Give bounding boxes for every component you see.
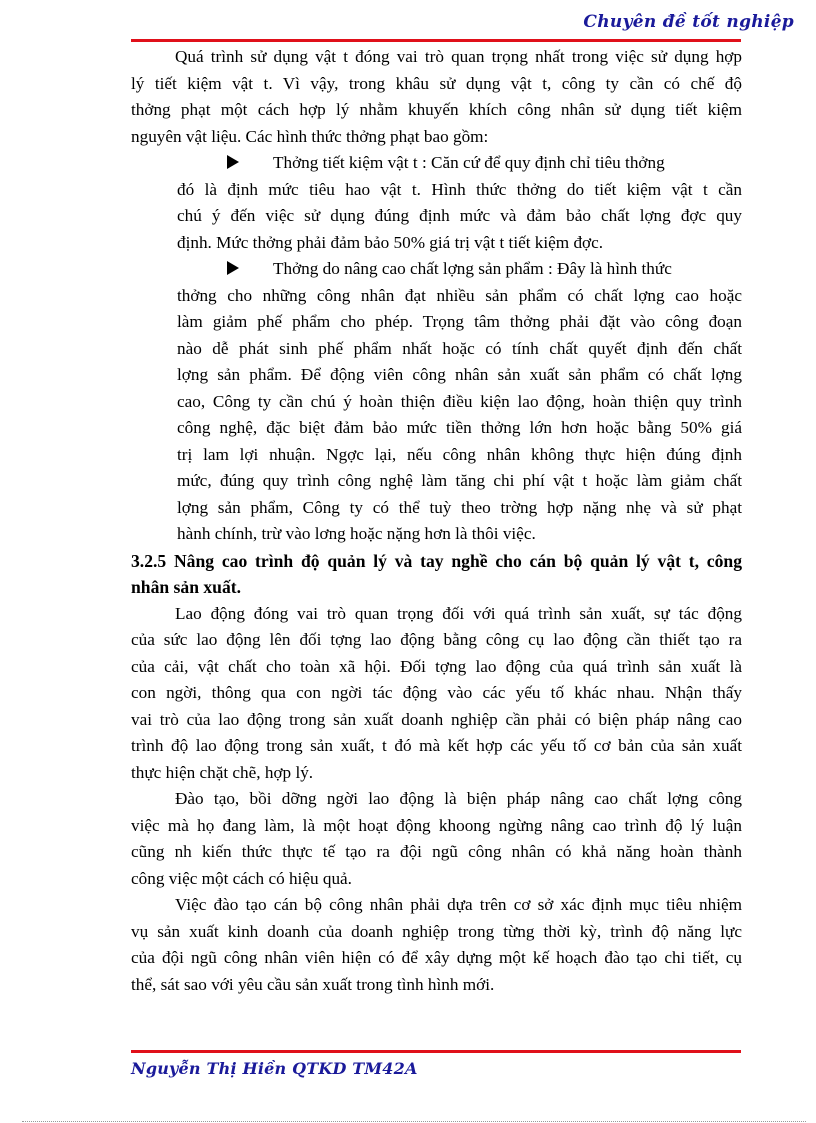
- text-line: lý tiết kiệm vật t. Vì vậy, trong khâu sử dụng vật t, công ty cần có chế độ: [131, 73, 742, 93]
- text-line: đó là định mức tiêu hao vật t. Hình thức thởng do tiết kiệm vật t cần: [177, 179, 742, 199]
- text-line: của đội ngũ công nhân viên hiện có để xây dựng một kế hoạch đào tạo chi tiết, cụ: [131, 948, 742, 967]
- section-heading: nhân sản xuất.: [131, 577, 242, 597]
- footer-rule: [131, 1050, 741, 1053]
- text-line: Quá trình sử dụng vật t đóng vai trò quan trọng nhất trong việc sử dụng hợp: [175, 47, 742, 66]
- text-line: cũng nh kiến thức thực tế tạo ra đội ngũ công nhân có khả năng hoàn thành: [131, 842, 742, 861]
- text-line: vai trò của lao động trong sản xuất doanh nghiệp cần phải có biện pháp nâng cao: [131, 709, 742, 729]
- text-line: nào dễ phát sinh phế phẩm nhất hoặc có tính chất quyết định đến chất: [177, 338, 742, 358]
- text-line: lợng sản phẩm, Công ty có thể tuỳ theo trờng hợp nặng nhẹ và sử phạt: [177, 497, 742, 517]
- text-line: thực hiện chặt chẽ, hợp lý.: [131, 762, 314, 782]
- text-line: Lao động đóng vai trò quan trọng đối với quá trình sản xuất, sự tác động: [175, 603, 742, 623]
- bullet-item: [227, 150, 742, 177]
- text-line: việc mà họ đang làm, là một hoạt động khoong ngừng nâng cao trình độ lý luận: [131, 815, 742, 835]
- text-line: thởng phạt một cách hợp lý nhằm khuyến khích công nhân sử dụng tiết kiệm: [131, 100, 742, 119]
- header-title: Chuyên đề tốt nghiệp: [583, 12, 794, 32]
- document-body: [131, 44, 742, 998]
- text-line: trị lam lợi nhuận. Ngợc lại, nếu công nhân không thực hiện đúng định: [177, 444, 742, 464]
- text-line: công nghệ, đặc biệt đảm bảo mức tiền thởng lớn hơn hoặc bằng 50% giá: [177, 418, 742, 437]
- text-line: lợng sản phẩm. Để động viên công nhân sản xuất sản phẩm có chất lợng: [177, 365, 742, 384]
- footer-author: Nguyễn Thị Hiền QTKD TM42A: [131, 1059, 418, 1078]
- text-line: mức, đúng quy trình công nghệ làm tăng chi phí vật t hoặc làm giảm chất: [177, 471, 742, 490]
- text-line: Đào tạo, bồi dỡng ngời lao động là biện pháp nâng cao chất lợng công: [175, 789, 742, 808]
- text-line: nguyên vật liệu. Các hình thức thởng phạt bao gồm:: [131, 126, 489, 146]
- text-line: trình độ lao động trong sản xuất, t đó mà kết hợp các yếu tố cơ bản của sản xuất: [131, 736, 742, 755]
- bullet-item: [227, 256, 742, 283]
- arrow-bullet-icon: [227, 261, 239, 275]
- text-line: con ngời, thông qua con ngời tác động vào các yếu tố khác nhau. Nhận thấy: [131, 683, 742, 702]
- text-line: công việc một cách có hiệu quả.: [131, 868, 352, 888]
- text-line: làm giảm phế phẩm cho phép. Trọng tâm thởng phải đặt vào công đoạn: [177, 312, 742, 331]
- arrow-bullet-icon: [227, 155, 239, 169]
- text-line: chú ý đến việc sử dụng đúng định mức và đảm bảo chất lợng đợc quy: [177, 206, 742, 225]
- text-line: hành chính, trừ vào lơng hoặc nặng hơn là thôi việc.: [177, 524, 536, 543]
- text-line: của cải, vật chất cho toàn xã hội. Đối tợng lao động của quá trình sản xuất là: [131, 656, 742, 676]
- text-line: Việc đào tạo cán bộ công nhân phải dựa trên cơ sở xác định mục tiêu nhiệm: [175, 895, 742, 914]
- text-line: định. Mức thởng phải đảm bảo 50% giá trị vật t tiết kiệm đợc.: [177, 232, 604, 252]
- section-heading: 3.2.5 Nâng cao trình độ quản lý và tay nghề cho cán bộ quản lý vật t, công: [131, 550, 742, 571]
- text-line: của sức lao động lên đối tợng lao động bằng công cụ lao động cần thiết tạo ra: [131, 630, 742, 649]
- text-line: thể, sát sao với yêu cầu sản xuất trong tình hình mới.: [131, 974, 495, 994]
- bullet-text: Thởng do nâng cao chất lợng sản phẩm : Đây là hình thức: [273, 259, 672, 278]
- text-line: thởng cho những công nhân đạt nhiều sản phẩm có chất lợng cao hoặc: [177, 285, 742, 305]
- header-rule: [131, 39, 741, 42]
- page-edge-divider: [22, 1121, 806, 1122]
- text-line: cao, Công ty cần chú ý hoàn thiện điều kiện lao động, hoàn thiện quy trình: [177, 391, 742, 411]
- text-line: vụ sản xuất kinh doanh của doanh nghiệp trong từng thời kỳ, trình độ năng lực: [131, 921, 742, 941]
- bullet-text: Thởng tiết kiệm vật t : Căn cứ để quy định chỉ tiêu thởng: [273, 153, 665, 172]
